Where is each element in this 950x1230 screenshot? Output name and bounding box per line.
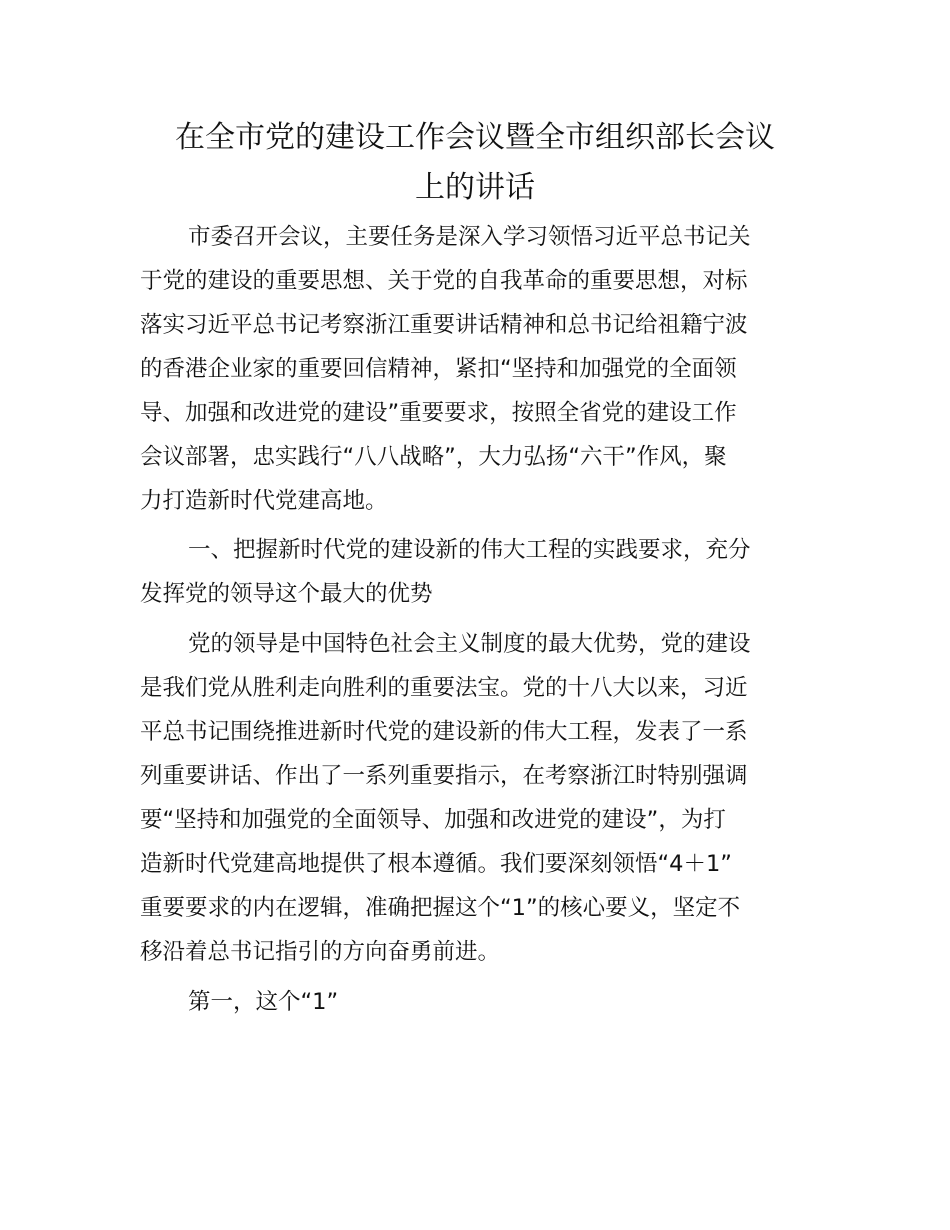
text-line: 要“坚持和加强党的全面领导、加强和改进党的建设”，为打 (140, 807, 726, 833)
text-line: 市委召开会议，主要任务是深入学习领悟习近平总书记关 (188, 224, 751, 250)
text-line: 平总书记围绕推进新时代党的建设新的伟大工程，发表了一系 (140, 719, 748, 745)
text-line: 的香港企业家的重要回信精神，紧扣“坚持和加强党的全面领 (140, 356, 737, 382)
text-line: 发挥党的领导这个最大的优势 (140, 581, 433, 607)
title-line: 上的讲话 (415, 170, 535, 205)
text-line: 移沿着总书记指引的方向奋勇前进。 (140, 939, 501, 965)
text-line: 是我们党从胜利走向胜利的重要法宝。党的十八大以来，习近 (140, 675, 748, 701)
text-line: 第一，这个“1” (188, 989, 339, 1015)
text-line: 于党的建设的重要思想、关于党的自我革命的重要思想，对标 (140, 268, 748, 294)
paragraph-intro (140, 215, 812, 523)
text-line: 列重要讲话、作出了一系列重要指示，在考察浙江时特别强调 (140, 763, 748, 789)
text-line: 会议部署，忠实践行“八八战略”，大力弘扬“六干”作风，聚 (140, 444, 727, 470)
title-line: 在全市党的建设工作会议暨全市组织部长会议 (175, 120, 775, 155)
document-title (140, 113, 810, 213)
text-line: 一、把握新时代党的建设新的伟大工程的实践要求，充分 (188, 537, 751, 563)
text-line: 造新时代党建高地提供了根本遵循。我们要深刻领悟“4＋1” (140, 851, 732, 877)
section-heading-1 (140, 528, 812, 616)
sub-heading-first (140, 980, 812, 1024)
text-line: 重要要求的内在逻辑，准确把握这个“1”的核心要义，坚定不 (140, 895, 741, 921)
text-line: 落实习近平总书记考察浙江重要讲话精神和总书记给祖籍宁波 (140, 312, 748, 338)
paragraph-body (140, 622, 812, 974)
text-line: 导、加强和改进党的建设”重要要求，按照全省党的建设工作 (140, 400, 737, 426)
text-line: 力打造新时代党建高地。 (140, 488, 388, 514)
text-line: 党的领导是中国特色社会主义制度的最大优势，党的建设 (188, 631, 751, 657)
